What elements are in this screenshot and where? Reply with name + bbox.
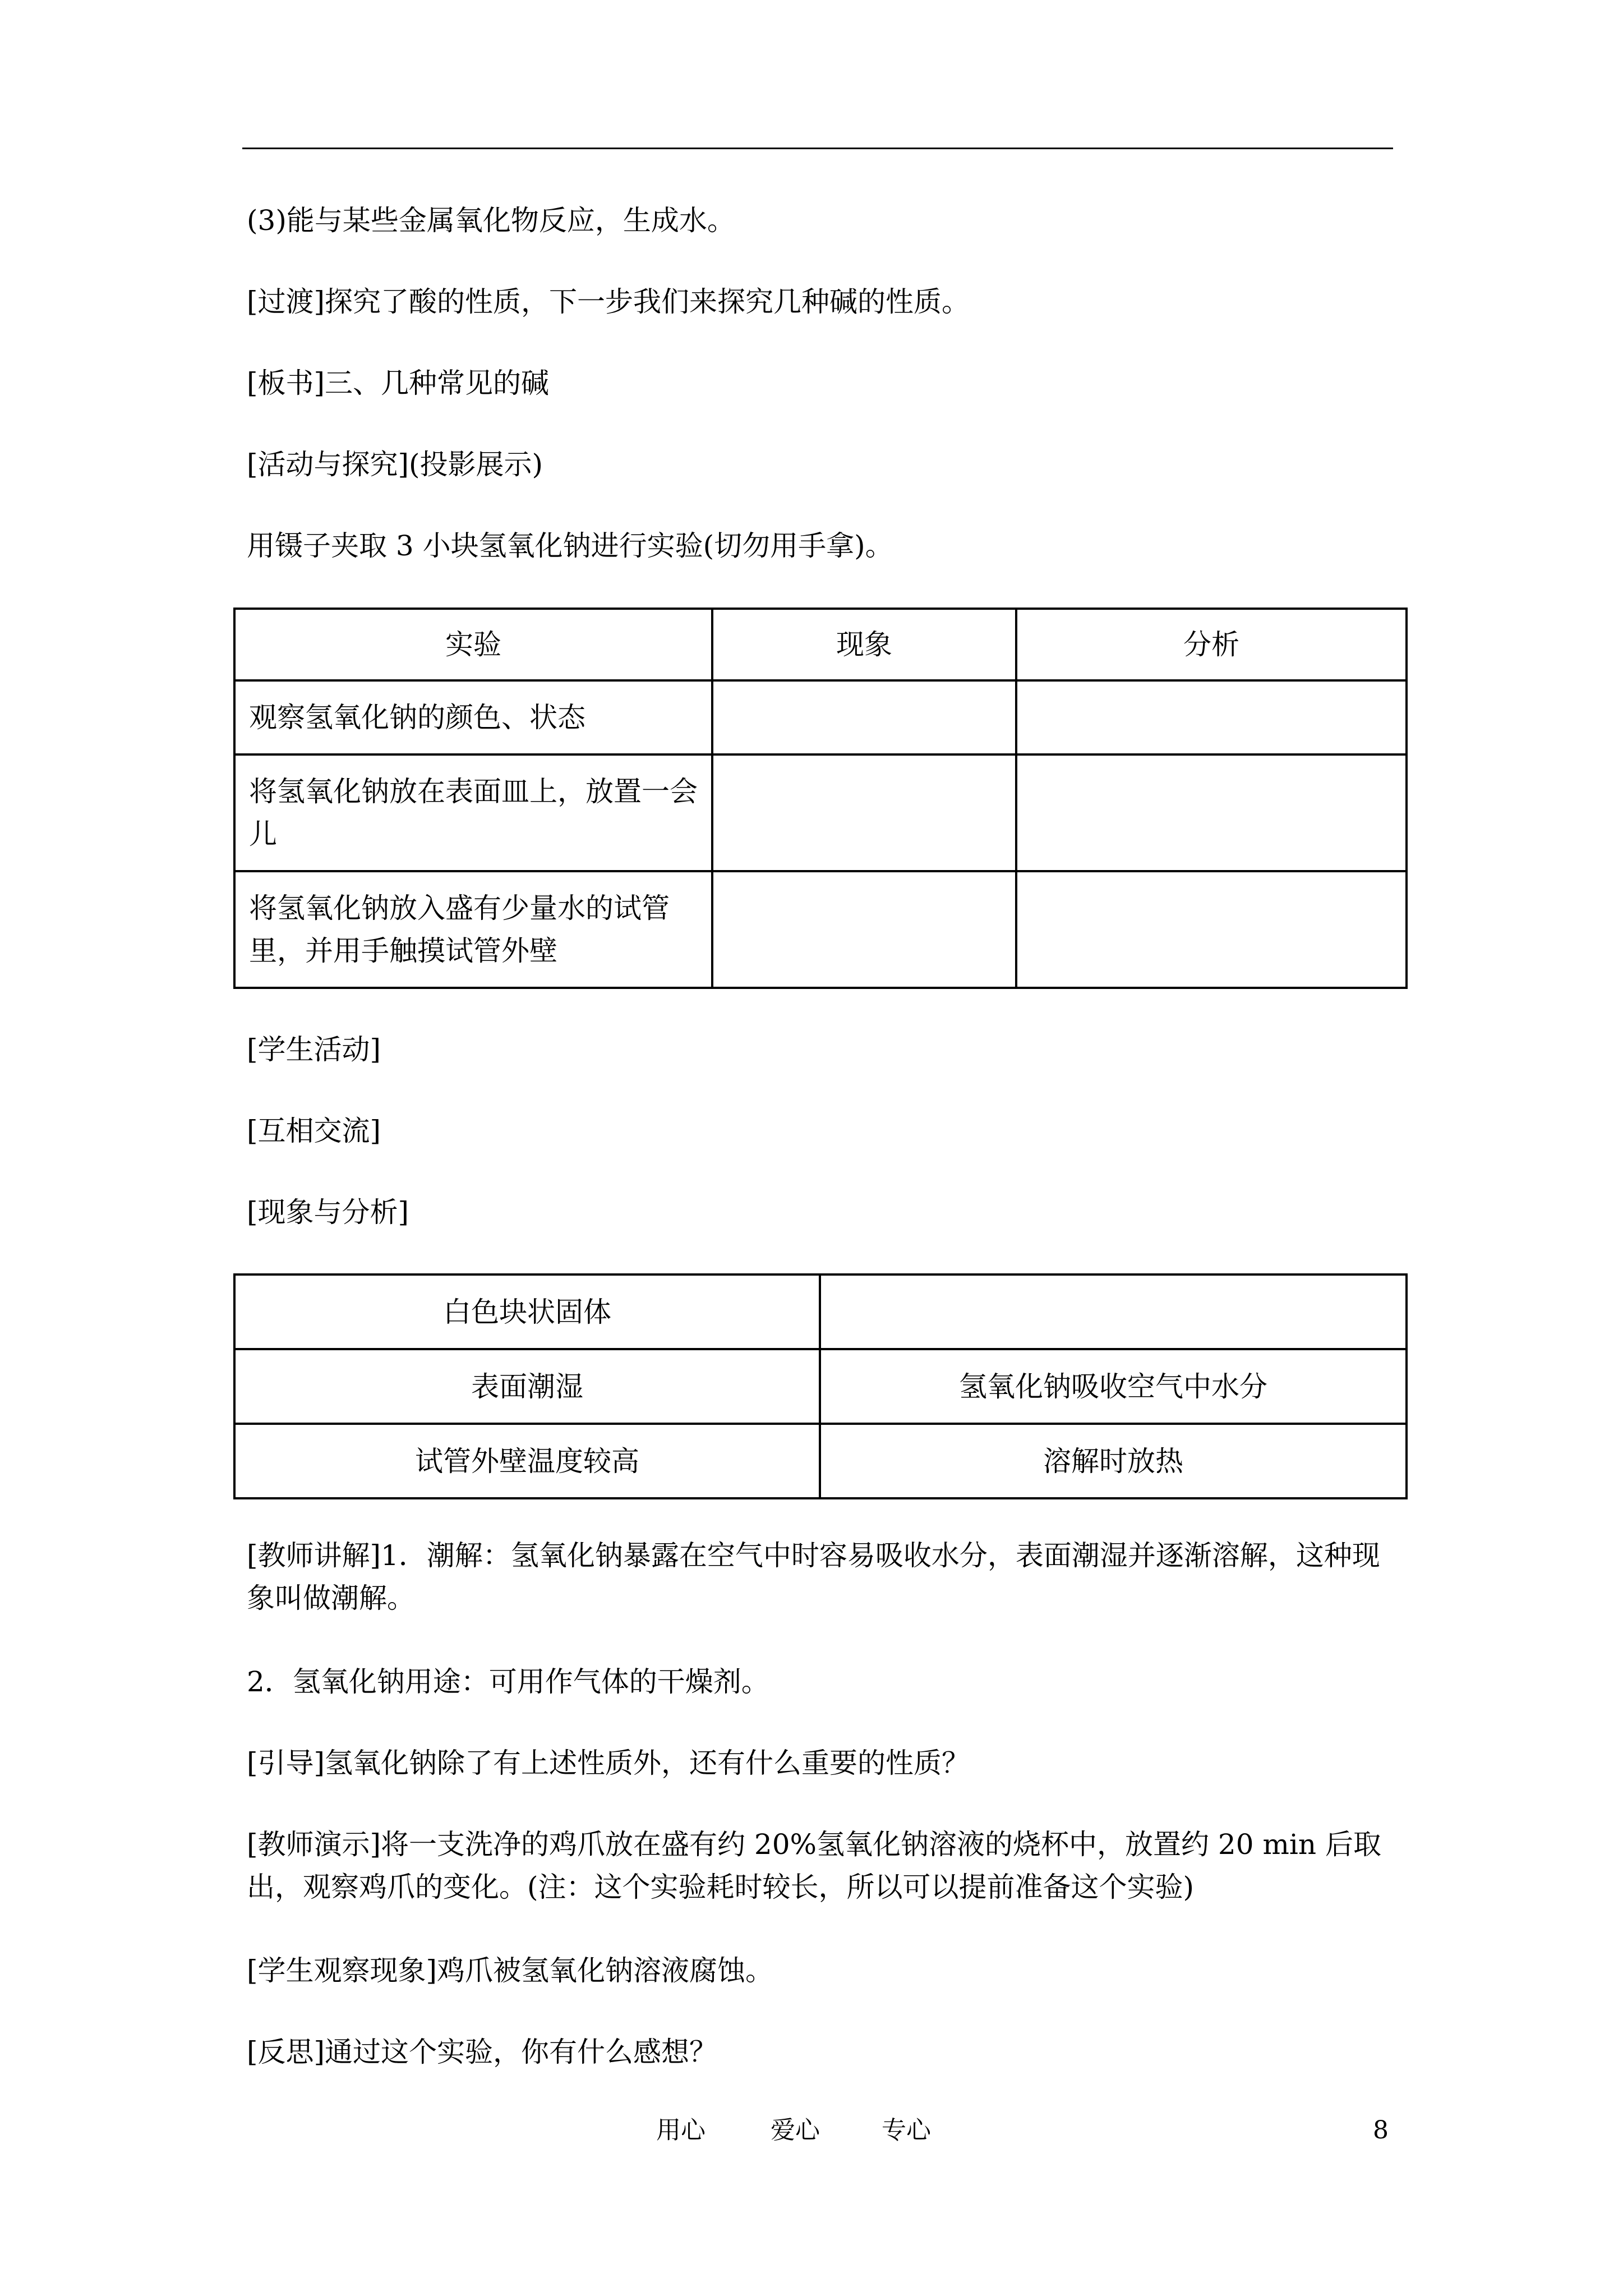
page-number: 8 <box>1373 2116 1389 2145</box>
footer-motto-1: 用心 <box>656 2116 706 2145</box>
table-row <box>234 1424 1407 1498</box>
table-cell <box>712 754 1016 871</box>
table-cell: 氢氧化钠吸收空气中水分 <box>820 1349 1407 1424</box>
table-row <box>234 680 1407 754</box>
table-row <box>234 1349 1407 1424</box>
paragraph-teacher-demo: [教师演示]将一支洗净的鸡爪放在盛有约 20%氢氧化钠溶液的烧杯中，放置约 20 min 后取出，观察鸡爪的变化。(注：这个实验耗时较长，所以可以提前准备这个实验) <box>247 1828 1381 1903</box>
paragraph-board-heading: [板书]三、几种常见的碱 <box>247 367 550 399</box>
paragraph-student-activity: [学生活动] <box>247 1033 381 1066</box>
footer-motto-2: 爱心 <box>771 2116 820 2145</box>
table-row <box>234 871 1407 988</box>
experiment-table <box>233 608 1408 989</box>
paragraph-phenomenon-analysis: [现象与分析] <box>247 1196 409 1228</box>
table-cell: 溶解时放热 <box>820 1424 1407 1498</box>
table-cell <box>1016 871 1407 988</box>
table-header-cell: 实验 <box>234 609 712 680</box>
table-header-cell: 分析 <box>1016 609 1407 680</box>
table-cell: 将氢氧化钠放在表面皿上，放置一会儿 <box>234 754 712 871</box>
paragraph-teacher-explanation: [教师讲解]1．潮解：氢氧化钠暴露在空气中时容易吸收水分，表面潮湿并逐渐溶解，这种现象叫做潮解。 <box>247 1539 1380 1614</box>
table-cell <box>712 871 1016 988</box>
header-rule <box>242 148 1393 149</box>
table-header-cell: 现象 <box>712 609 1016 680</box>
paragraph-metal-oxide: (3)能与某些金属氧化物反应，生成水。 <box>247 204 735 237</box>
table-cell: 表面潮湿 <box>234 1349 820 1424</box>
paragraph-reflection: [反思]通过这个实验，你有什么感想？ <box>247 2036 718 2068</box>
table-cell <box>1016 680 1407 754</box>
table-cell <box>1016 754 1407 871</box>
table-row <box>234 754 1407 871</box>
table-row <box>234 1274 1407 1349</box>
table-cell <box>820 1274 1407 1349</box>
phenomenon-table <box>233 1273 1408 1499</box>
table-cell: 观察氢氧化钠的颜色、状态 <box>234 680 712 754</box>
table-header-row <box>234 609 1407 680</box>
paragraph-instruction: 用镊子夹取 3 小块氢氧化钠进行实验(切勿用手拿)。 <box>247 530 893 562</box>
paragraph-exchange: [互相交流] <box>247 1115 381 1147</box>
table-cell <box>712 680 1016 754</box>
paragraph-transition: [过渡]探究了酸的性质，下一步我们来探究几种碱的性质。 <box>247 286 970 318</box>
paragraph-usage: 2．氢氧化钠用途：可用作气体的干燥剂。 <box>247 1665 769 1698</box>
table-cell: 试管外壁温度较高 <box>234 1424 820 1498</box>
paragraph-activity: [活动与探究](投影展示) <box>247 448 543 481</box>
paragraph-student-observation: [学生观察现象]鸡爪被氢氧化钠溶液腐蚀。 <box>247 1954 774 1987</box>
table-cell: 白色块状固体 <box>234 1274 820 1349</box>
footer-motto-3: 专心 <box>882 2116 931 2145</box>
paragraph-guide: [引导]氢氧化钠除了有上述性质外，还有什么重要的性质？ <box>247 1747 970 1779</box>
table-cell: 将氢氧化钠放入盛有少量水的试管里，并用手触摸试管外壁 <box>234 871 712 988</box>
